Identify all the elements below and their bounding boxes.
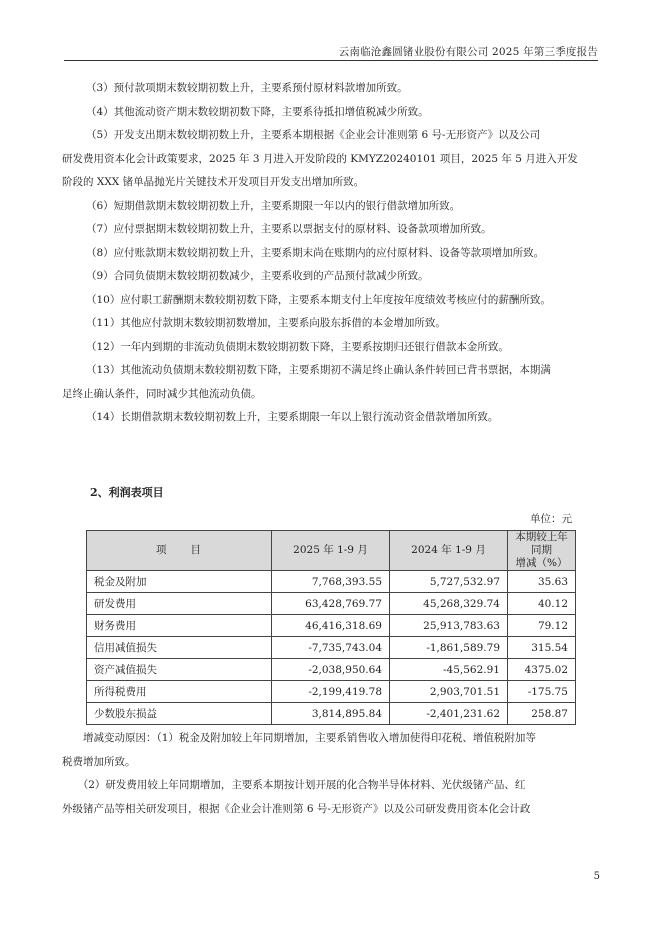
row-change: 4375.02 — [508, 659, 576, 681]
row-2024: -45,562.91 — [390, 659, 508, 681]
header-2025 — [272, 531, 390, 571]
note-14: （14）长期借款期末数较期初数上升，主要系期限一年以上银行流动资金借款增加所致。 — [86, 411, 499, 423]
income-statement-section-title: 2、利润表项目 — [90, 486, 164, 499]
income-statement-notes — [62, 727, 588, 821]
note-6: （6）短期借款期末数较期初数上升，主要系期限一年以内的银行借款增加所致。 — [86, 199, 461, 212]
header-2025-label: 2025 年 1-9 月 — [293, 544, 368, 556]
header-2024-label: 2024 年 1-9 月 — [411, 544, 486, 556]
row-item: 税金及附加 — [87, 571, 272, 593]
note-8: （8）应付账款期末数较期初数上升，主要系期末尚在账期内的应付原材料、设备等款项增加所致。 — [86, 246, 545, 259]
row-change: 40.12 — [508, 593, 576, 615]
row-item: 财务费用 — [87, 615, 272, 637]
row-2025: 63,428,769.77 — [272, 593, 390, 615]
table-row — [87, 571, 576, 593]
row-2025: 7,768,393.55 — [272, 571, 390, 593]
note-5-cont-2: 阶段的 XXX 锗单晶抛光片关键技术开发项目开发支出增加所致。 — [62, 176, 365, 188]
row-change: 79.12 — [508, 615, 576, 637]
table-row — [87, 703, 576, 725]
header-change — [508, 531, 576, 571]
row-2024: 45,268,329.74 — [390, 593, 508, 615]
income-note-1-cont: 税费增加所致。 — [62, 755, 136, 768]
row-2025: 3,814,895.84 — [272, 703, 390, 725]
note-5-cont-1: 研发费用资本化会计政策要求，2025 年 3 月进入开发阶段的 KMYZ20240101 项目，2025 年 5 月进入开发 — [62, 152, 578, 165]
header-item: 项 目 — [87, 531, 272, 571]
table-row — [87, 637, 576, 659]
row-item: 少数股东损益 — [87, 703, 272, 725]
page-number: 5 — [593, 871, 600, 882]
row-change: 258.87 — [508, 703, 576, 725]
table-row — [87, 615, 576, 637]
income-statement-table — [86, 530, 576, 725]
row-item: 所得税费用 — [87, 681, 272, 703]
note-11: （11）其他应付款期末数较期初数增加，主要系向股东拆借的本金增加所致。 — [86, 317, 446, 329]
note-9: （9）合同负债期末数较期初数减少，主要系收到的产品预付款减少所致。 — [86, 270, 429, 282]
row-2025: -2,038,950.64 — [272, 659, 390, 681]
header-change-line2: 增减（%） — [515, 557, 568, 569]
note-12: （12）一年内到期的非流动负债期末数较期初数下降，主要系按期归还银行借款本金所致。 — [86, 340, 509, 353]
currency-unit-label: 单位：元 — [530, 513, 572, 525]
table-header-row — [87, 531, 576, 571]
note-10: （10）应付职工薪酬期末数较期初数下降，主要系本期支付上年度按年度绩效考核应付的薪酬所致。 — [86, 293, 551, 306]
row-2024: 2,903,701.51 — [390, 681, 508, 703]
row-2024: 25,913,783.63 — [390, 615, 508, 637]
row-item: 资产减值损失 — [87, 659, 272, 681]
table-row — [87, 593, 576, 615]
row-change: 315.54 — [508, 637, 576, 659]
row-2024: 5,727,532.97 — [390, 571, 508, 593]
note-7: （7）应付票据期末数较期初数上升，主要系以票据支付的原材料、设备款项增加所致。 — [86, 223, 492, 235]
income-note-1: 增减变动原因：（1）税金及附加较上年同期增加，主要系销售收入增加使得印花税、增值税附加等 — [62, 732, 536, 744]
row-item: 信用减值损失 — [87, 637, 272, 659]
header-2024 — [390, 531, 508, 571]
header-divider — [64, 60, 598, 61]
table-row — [87, 659, 576, 681]
row-2025: -7,735,743.04 — [272, 637, 390, 659]
row-2025: -2,199,419.78 — [272, 681, 390, 703]
row-change: 35.63 — [508, 571, 576, 593]
row-change: -175.75 — [508, 681, 576, 703]
table-row — [87, 681, 576, 703]
note-4: （4）其他流动资产期末数较期初数下降，主要系待抵扣增值税减少所致。 — [86, 105, 429, 118]
note-13: （13）其他流动负债期末数较期初数下降，主要系期初不满足终止确认条件转回已背书票据，本期满 — [86, 364, 551, 376]
header-change-line1: 本期较上年同期 — [515, 531, 568, 556]
income-note-2: （2）研发费用较上年同期增加，主要系本期按计划开展的化合物半导体材料、光伏级锗产品、红 — [62, 779, 526, 791]
row-2025: 46,416,318.69 — [272, 615, 390, 637]
balance-sheet-notes — [62, 77, 588, 430]
row-2024: -2,401,231.62 — [390, 703, 508, 725]
income-note-2-cont: 外级锗产品等相关研发项目，根据《企业会计准则第 6 号-无形资产》以及公司研发费用资本化会计政 — [62, 802, 531, 815]
note-3: （3）预付款项期末数较期初数上升，主要系预付原材料款增加所致。 — [86, 82, 408, 94]
note-13-cont: 足终止确认条件，同时减少其他流动负债。 — [62, 387, 262, 400]
row-item: 研发费用 — [87, 593, 272, 615]
note-5: （5）开发支出期末数较期初数上升，主要系本期根据《企业会计准则第 6 号-无形资产》以及公司 — [86, 129, 541, 141]
row-2024: -1,861,589.79 — [390, 637, 508, 659]
report-header-title: 云南临沧鑫圆锗业股份有限公司 2025 年第三季度报告 — [338, 46, 598, 58]
